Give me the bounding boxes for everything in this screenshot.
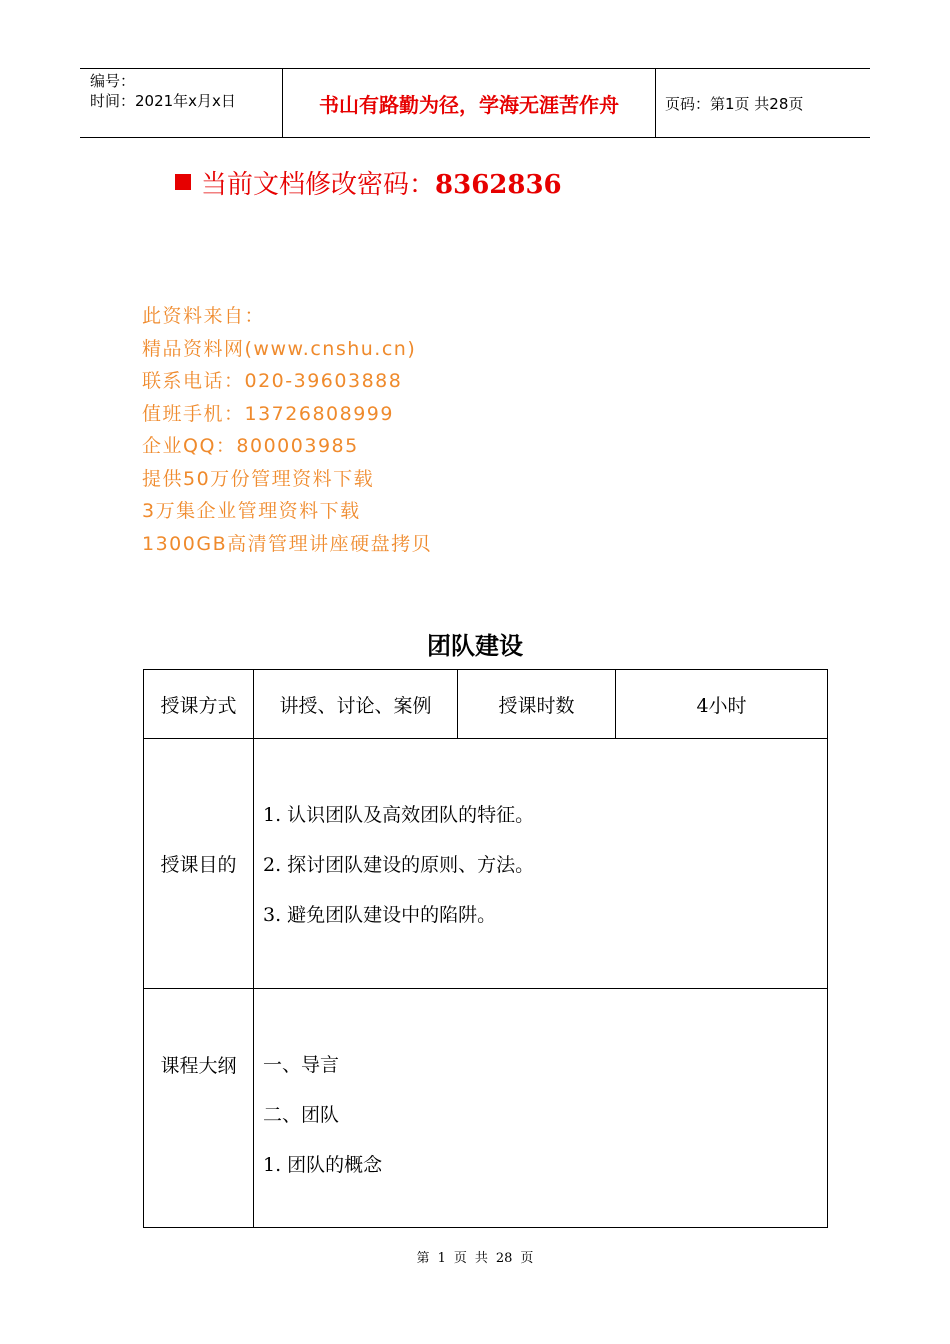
column-divider <box>253 670 254 1227</box>
course-table <box>143 669 828 1228</box>
password-label: 当前文档修改密码： <box>201 170 436 200</box>
page-footer <box>0 1247 950 1266</box>
source-line: 企业QQ：800003985 <box>142 435 359 457</box>
header-page-info: 页码：第1页 共28页 <box>665 94 804 113</box>
document-title: 团队建设 <box>427 632 523 660</box>
outline-list <box>263 1040 382 1190</box>
number-label: 编号： <box>90 72 136 90</box>
footer-suffix: 页 <box>520 1251 534 1266</box>
source-line: 联系电话：020-39603888 <box>142 370 403 392</box>
password-code: 8362836 <box>435 170 562 200</box>
footer-page-word: 页 <box>453 1251 467 1266</box>
time-label: 时间：2021年x月x日 <box>90 92 236 110</box>
footer-total-word: 共 <box>474 1251 488 1266</box>
source-line: 1300GB高清管理讲座硬盘拷贝 <box>142 532 433 555</box>
source-info <box>142 300 432 560</box>
method-value: 讲授、讨论、案例 <box>279 694 432 717</box>
source-line: 提供50万份管理资料下载 <box>142 467 375 490</box>
footer-page-number: 1 <box>437 1251 446 1266</box>
footer-total-pages: 28 <box>495 1251 513 1266</box>
source-line: 此资料来自： <box>142 305 266 327</box>
source-line: 值班手机：13726808999 <box>142 402 394 425</box>
list-item: 2. 探讨团队建设的原则、方法。 <box>263 854 535 876</box>
purpose-label: 授课目的 <box>160 854 237 876</box>
header-divider <box>655 69 656 137</box>
hours-label: 授课时数 <box>498 694 575 717</box>
source-line: 精品资料网(www.cnshu.cn) <box>142 337 417 360</box>
hours-value: 4小时 <box>696 694 747 717</box>
header-motto: 书山有路勤为径，学海无涯苦作舟 <box>319 92 619 117</box>
square-bullet-icon <box>175 174 191 190</box>
purpose-list <box>263 790 534 940</box>
list-item: 3. 避免团队建设中的陷阱。 <box>263 904 497 926</box>
page-header <box>80 68 870 138</box>
footer-prefix: 第 <box>416 1251 430 1266</box>
method-label: 授课方式 <box>160 694 237 717</box>
list-item: 1. 认识团队及高效团队的特征。 <box>263 804 535 826</box>
list-item: 1. 团队的概念 <box>263 1154 383 1176</box>
list-item: 二、团队 <box>263 1104 340 1126</box>
list-item: 一、导言 <box>263 1054 340 1076</box>
password-notice <box>175 165 562 205</box>
outline-label: 课程大纲 <box>160 1054 237 1077</box>
source-line: 3万集企业管理资料下载 <box>142 500 361 522</box>
header-meta <box>90 71 285 111</box>
